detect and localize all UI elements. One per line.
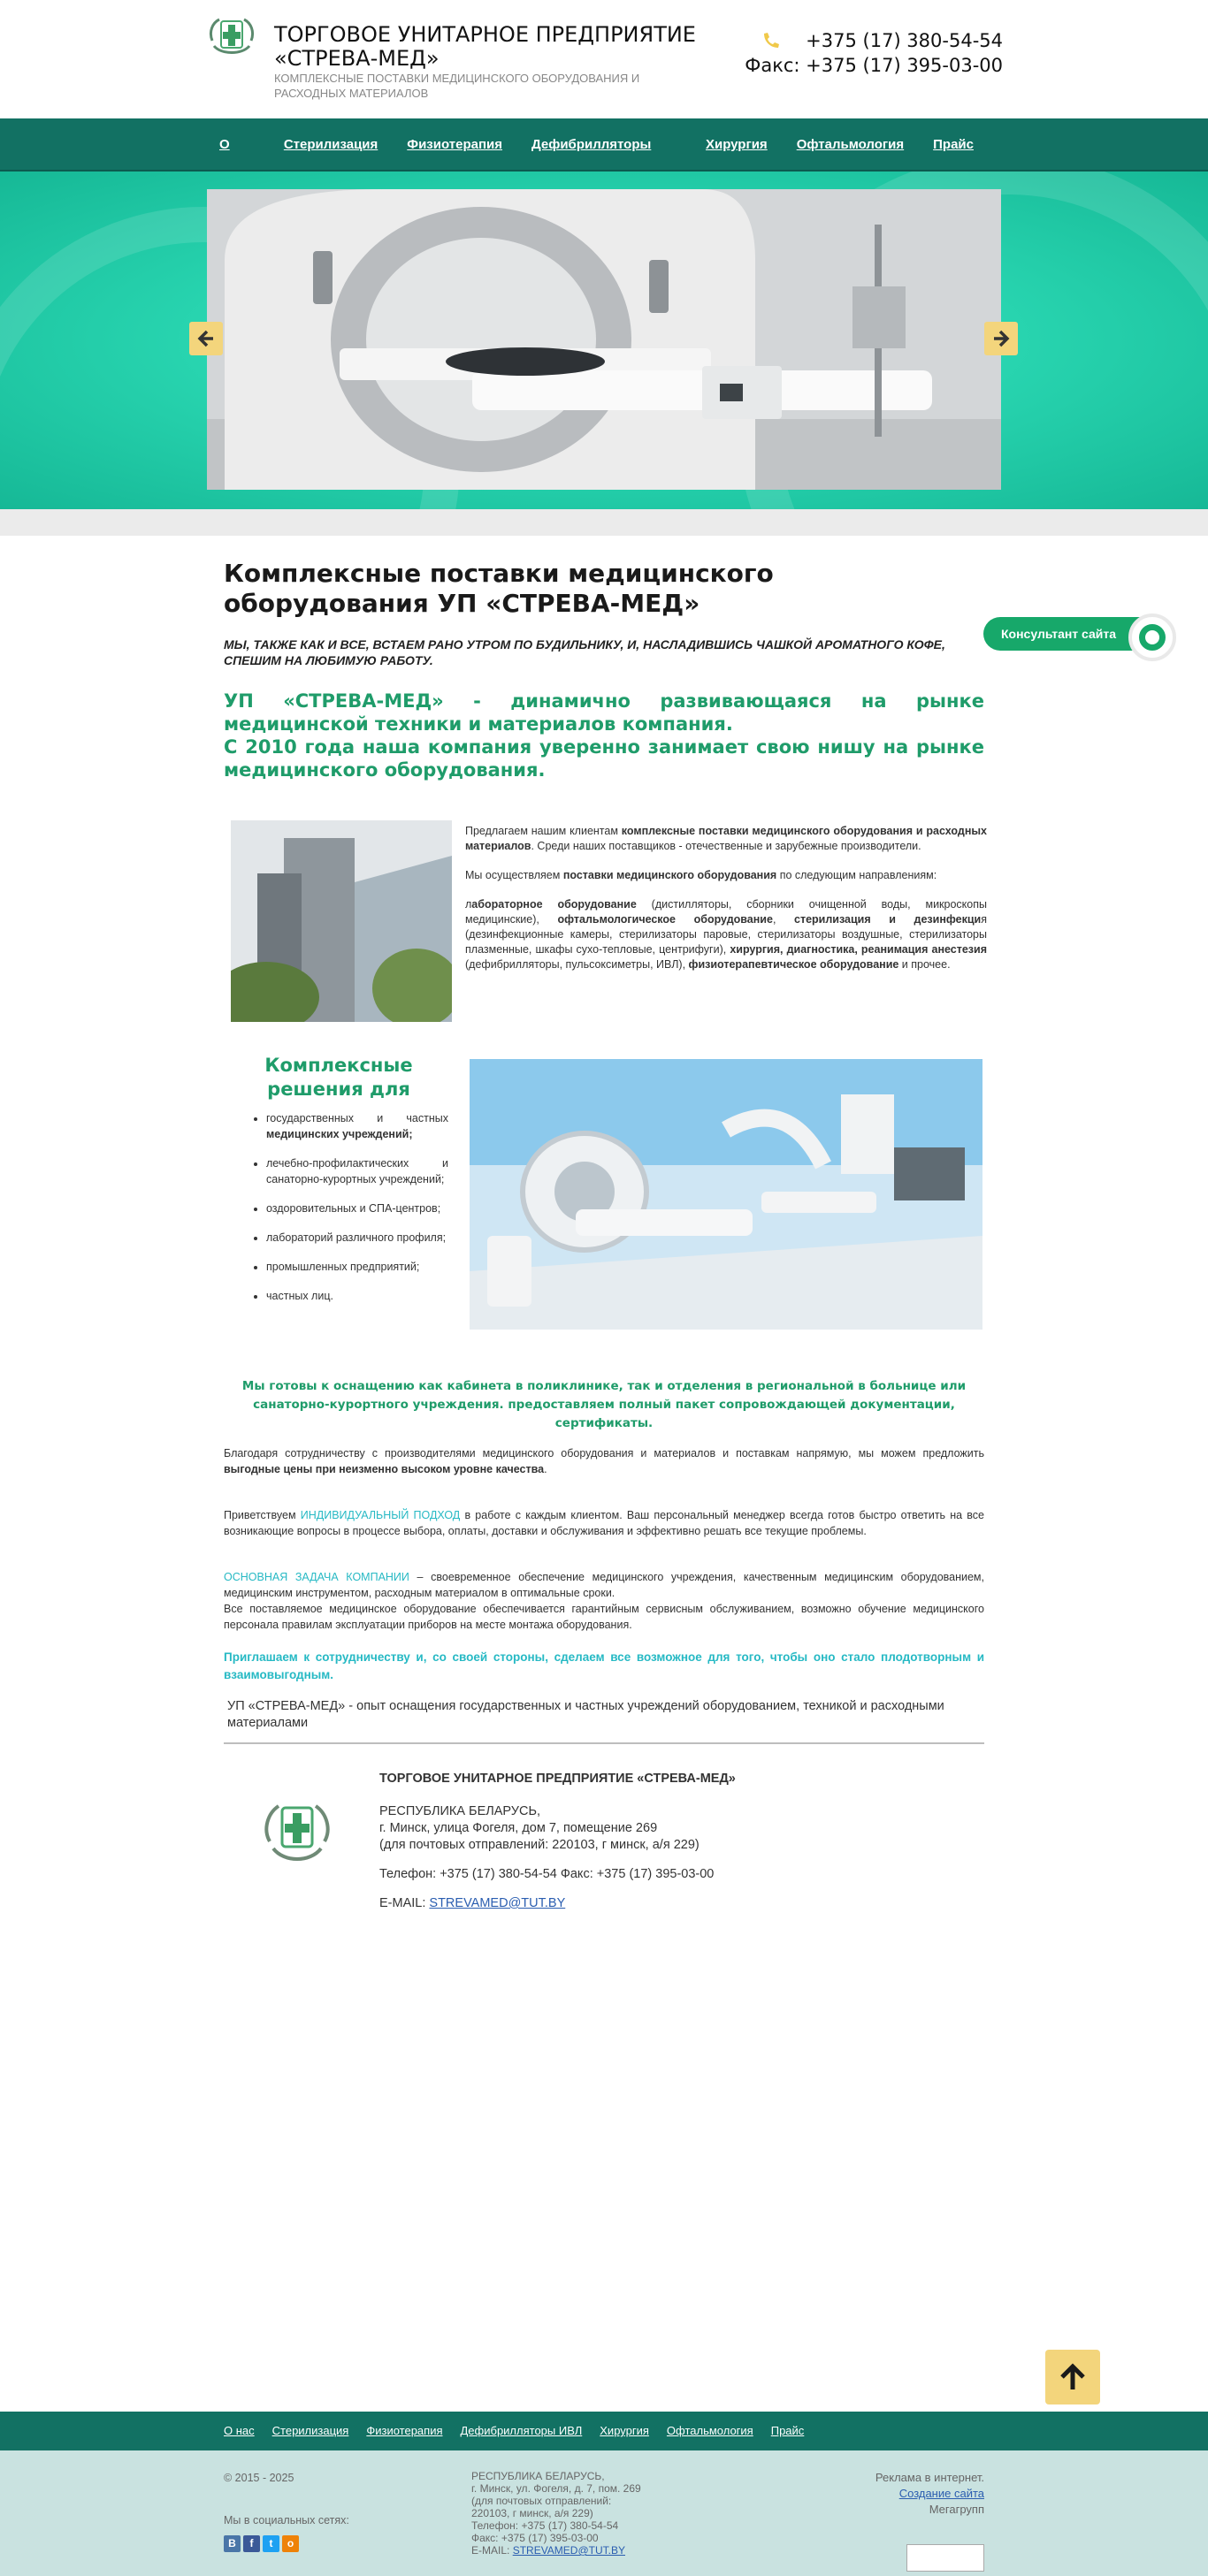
text-bold: комплексные поставки медицинского оборудования и расходных материалов <box>465 825 987 852</box>
intro-paragraph-3 <box>465 897 987 972</box>
experience-text: УП «СТРЕВА-МЕД» - опыт оснащения государственных и частных учреждений оборудованием, техникой и расходными материалами <box>227 1699 944 1730</box>
site-footer <box>0 2450 1208 2576</box>
email-label: E-MAIL: <box>471 2544 513 2557</box>
nav-item-price[interactable]: Прайс <box>933 137 974 152</box>
page-title: Комплексные поставки медицинского оборудования УП «СТРЕВА-МЕД» <box>224 559 774 618</box>
text-bold: хирургия, диагностика, реанимация анестезия <box>730 943 987 956</box>
text-bold: абораторное оборудование <box>471 898 637 911</box>
solutions-title: Комплексные решения для <box>264 1055 413 1100</box>
text-span: я (дезинфекционные камеры, стерилизаторы паровые, стерилизаторы воздушные, стерилизаторы плазменные, шкафы сухо-тепловые, центрифуги), <box>465 913 988 956</box>
hero-slider <box>0 171 1208 509</box>
email-label: E-MAIL: <box>379 1896 430 1910</box>
contact-phones: Телефон: +375 (17) 380-54-54 Факс: +375 (17) 395-03-00 <box>379 1867 715 1881</box>
footer-email-link[interactable]: STREVAMED@TUT.BY <box>512 2544 625 2557</box>
create-site-link[interactable]: Создание сайта <box>898 2487 984 2500</box>
arrow-left-icon <box>196 329 216 348</box>
nav-item-defibrillators[interactable]: Дефибрилляторы <box>531 137 652 152</box>
footer-nav-item-surgery[interactable]: Хирургия <box>600 2424 649 2437</box>
footer-address-line: (для почтовых отправлений: <box>471 2495 612 2507</box>
text-span: (дистилляторы, сборники очищенной воды, микроскопы медицинские), <box>465 898 987 926</box>
fax-number: Факс: +375 (17) 395-03-00 <box>745 55 1003 76</box>
text-bold: поставки медицинского оборудования <box>562 869 777 881</box>
text-span: (дефибрилляторы, пульсоксиметры, ИВЛ), <box>465 958 689 971</box>
medical-equipment-photo <box>470 1059 982 1330</box>
solutions-list <box>245 1110 448 1317</box>
consultant-widget[interactable] <box>983 614 1178 656</box>
text-span: Приветствуем <box>224 1509 301 1521</box>
text-span: государственных и частных <box>266 1112 448 1124</box>
slider-prev-button[interactable] <box>189 322 223 355</box>
social-label: Мы в социальных сетях: <box>224 2514 349 2526</box>
text-span: – своевременное обеспечение медицинского учреждения, качественным медицинским оборудованием, медицинским инструментом, расходным материалом в оптимальные сроки. <box>224 1571 984 1599</box>
nav-item-surgery[interactable]: Хирургия <box>705 137 768 152</box>
contact-postal: (для почтовых отправлений: 220103, г минск, а/я 229) <box>379 1838 700 1852</box>
contact-block <box>224 1744 984 1910</box>
site-header <box>0 0 1208 118</box>
nav-item-about[interactable]: О <box>219 137 230 152</box>
copyright: © 2015 - 2025 <box>224 2472 294 2484</box>
text-bold: стерилизация и дезинфекци <box>794 913 982 926</box>
text-highlight: ИНДИВИДУАЛЬНЫЙ ПОДХОД <box>300 1509 461 1521</box>
footer-address-line: Факс: +375 (17) 395-03-00 <box>471 2532 599 2544</box>
footer-address-line: РЕСПУБЛИКА БЕЛАРУСЬ, <box>471 2470 605 2482</box>
contact-company-name: ТОРГОВОЕ УНИТАРНОЕ ПРЕДПРИЯТИЕ «СТРЕВА-МЕД» <box>379 1772 736 1786</box>
footer-nav-item-price[interactable]: Прайс <box>770 2424 805 2437</box>
footer-nav-item-about[interactable]: О нас <box>224 2424 255 2437</box>
text-span: , <box>772 913 795 926</box>
text-span: л <box>465 898 472 911</box>
email-link[interactable]: STREVAMED@TUT.BY <box>429 1896 566 1910</box>
company-lead-line2: С 2010 года наша компания уверенно занимает свою нишу на рынке медицинского оборудования. <box>224 736 984 781</box>
scroll-to-top-button[interactable] <box>1045 2350 1100 2405</box>
list-item: • промышленных предприятий; <box>266 1259 448 1275</box>
list-item: • лабораторий различного профиля; <box>266 1230 448 1246</box>
list-item: • оздоровительных и СПА-центров; <box>266 1200 448 1216</box>
text-bold: офтальмологическое оборудование <box>557 913 773 926</box>
social-links <box>224 2535 299 2552</box>
ad-text: Реклама в интернет. <box>875 2471 984 2484</box>
twitter-icon[interactable]: t <box>263 2535 279 2552</box>
slider-next-button[interactable] <box>984 322 1018 355</box>
brand-text: Мегагрупп <box>929 2503 984 2516</box>
contact-email-row <box>379 1895 736 1912</box>
text-span: Благодаря сотрудничеству с производителями медицинского оборудования и материалов и поставкам напрямую, мы можем предложить <box>224 1447 984 1459</box>
phone-number[interactable]: +375 (17) 380-54-54 <box>806 30 1003 51</box>
text-highlight: ОСНОВНАЯ ЗАДАЧА КОМПАНИИ <box>224 1571 409 1583</box>
intro-text <box>465 824 987 987</box>
footer-address-line: г. Минск, ул. Фогеля, д. 7, пом. 269 <box>471 2482 641 2495</box>
welcome-paragraph <box>224 1507 984 1539</box>
facebook-icon[interactable]: f <box>243 2535 260 2552</box>
main-nav <box>0 118 1208 171</box>
text-span: Предлагаем нашим клиентам <box>465 825 622 837</box>
counter-badge[interactable] <box>906 2544 984 2572</box>
footer-nav <box>0 2412 1208 2450</box>
text-span: и прочее. <box>898 958 951 971</box>
cooperation-paragraph <box>224 1445 984 1477</box>
consultant-label[interactable]: Консультант сайта <box>983 617 1157 651</box>
text-bold: физиотерапевтическое оборудование <box>688 958 899 971</box>
footer-nav-item-ophthalmology[interactable]: Офтальмология <box>666 2424 753 2437</box>
arrow-up-icon <box>1058 2362 1088 2392</box>
footer-address-line: 220103, г минск, а/я 229) <box>471 2507 593 2519</box>
contact-country: РЕСПУБЛИКА БЕЛАРУСЬ, <box>379 1804 541 1818</box>
contact-address: г. Минск, улица Фогеля, дом 7, помещение 269 <box>379 1821 658 1835</box>
footer-nav-item-sterilization[interactable]: Стерилизация <box>271 2424 349 2437</box>
text-span: Мы осуществляем <box>465 869 563 881</box>
text-span: по следующим направлениям: <box>776 869 937 881</box>
text-span: . Среди наших поставщиков - отечественные и зарубежные производители. <box>531 840 921 852</box>
footer-address-line: Телефон: +375 (17) 380-54-54 <box>471 2519 619 2532</box>
caduceus-cross-logo-icon <box>257 1797 337 1868</box>
odnoklassniki-icon[interactable]: o <box>282 2535 299 2552</box>
arrow-right-icon <box>991 329 1011 348</box>
caduceus-cross-logo-icon[interactable] <box>205 14 258 60</box>
intro-block <box>224 820 988 1048</box>
company-title-line1: ТОРГОВОЕ УНИТАРНОЕ ПРЕДПРИЯТИЕ <box>274 22 696 47</box>
office-building-photo <box>231 820 452 1022</box>
invite-text: Приглашаем к сотрудничеству и, со своей стороны, сделаем все возможное для того, чтобы оно стало плодотворным и взаимовыгодным. <box>224 1650 984 1681</box>
text-span: Все поставляемое медицинское оборудование обеспечивается гарантийным сервисным обслуживанием, возможно обучение медицинского персонала правилам эксплуатации приборов на месте монтажа оборудования. <box>224 1603 984 1631</box>
nav-item-ophthalmology[interactable]: Офтальмология <box>796 137 905 152</box>
slogan-text: МЫ, ТАКЖЕ КАК И ВСЕ, ВСТАЕМ РАНО УТРОМ ПО БУДИЛЬНИКУ, И, НАСЛАДИВШИСЬ ЧАШКОЙ АРОМАТНОГО КОФЕ, СПЕШИМ НА ЛЮБИМУЮ РАБОТУ. <box>224 637 945 667</box>
solutions-block <box>224 1054 984 1363</box>
task-paragraph <box>224 1569 984 1633</box>
footer-nav-item-defibrillators[interactable]: Дефибрилляторы ИВЛ <box>460 2424 583 2437</box>
intro-paragraph-2 <box>465 868 987 883</box>
company-lead-line1: УП «СТРЕВА-МЕД» - динамично развивающаяся на рынке медицинской техники и материалов компания. <box>224 690 984 735</box>
text-span: в работе с каждым клиентом. Ваш персональный менеджер всегда готов быстро ответить на все возникающие вопросы в процессе выбора, оплаты, доставки и обслуживания и эффективно решать все текущие проблемы. <box>224 1509 985 1537</box>
company-lead <box>224 690 984 781</box>
company-title-line2: «СТРЕВА-МЕД» <box>274 46 440 71</box>
list-item: • частных лиц. <box>266 1288 448 1304</box>
vk-icon[interactable]: В <box>224 2535 241 2552</box>
text-span: . <box>544 1463 547 1475</box>
nav-item-sterilization[interactable]: Стерилизация <box>283 137 378 152</box>
contact-details <box>379 1771 736 1912</box>
company-subtitle: КОМПЛЕКСНЫЕ ПОСТАВКИ МЕДИЦИНСКОГО ОБОРУДОВАНИЯ И РАСХОДНЫХ МАТЕРИАЛОВ <box>274 72 640 100</box>
list-item <box>266 1110 448 1142</box>
text-bold: медицинских учреждений; <box>266 1128 413 1140</box>
footer-credits <box>875 2470 984 2518</box>
contact-phones <box>745 28 1003 78</box>
consultant-chat-icon[interactable] <box>1128 614 1176 661</box>
list-item: • лечебно-профилактических и санаторно-курортных учреждений; <box>266 1155 448 1187</box>
footer-address <box>471 2470 641 2557</box>
text-bold: выгодные цены при неизменно высоком уровне качества <box>224 1463 545 1475</box>
footer-email-row <box>471 2544 641 2557</box>
ct-scanner-photo <box>207 189 1001 490</box>
nav-item-physiotherapy[interactable]: Физиотерапия <box>407 137 502 152</box>
slider-bottom-strip <box>0 509 1208 536</box>
ready-statement: Мы готовы к оснащению как кабинета в поликлинике, так и отделения в региональной в больнице или санаторно-курортного учреждения. предоставляем полный пакет сопровождающей документации, сертификаты. <box>241 1379 967 1430</box>
intro-paragraph-1 <box>465 824 987 854</box>
company-title <box>274 23 696 71</box>
main-content <box>224 559 988 1910</box>
footer-nav-item-physiotherapy[interactable]: Физиотерапия <box>366 2424 443 2437</box>
